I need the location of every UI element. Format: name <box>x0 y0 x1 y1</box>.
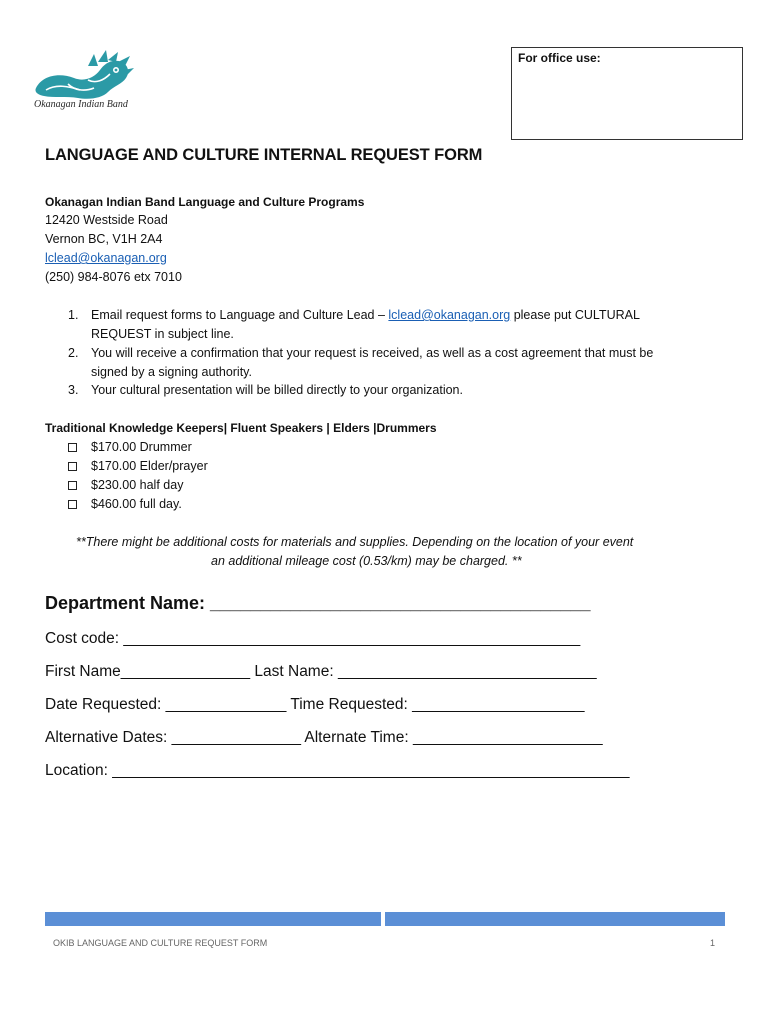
list-number: 3. <box>68 383 79 397</box>
logo-caption: Okanagan Indian Band <box>34 99 128 110</box>
list-number: 1. <box>68 308 79 322</box>
cost-code-field[interactable]: Cost code: _____________________________________________________ <box>45 630 581 647</box>
option-label: $460.00 full day. <box>91 497 182 511</box>
page-number: 1 <box>710 938 716 948</box>
option-label: $170.00 Drummer <box>91 440 192 454</box>
half-day-checkbox[interactable] <box>68 481 77 490</box>
office-use-label: For office use: <box>518 51 601 65</box>
address-street: 12420 Westside Road <box>45 213 168 227</box>
cost-note: an additional mileage cost (0.53/km) may be charged. ** <box>211 554 522 568</box>
knowledge-keepers-heading: Traditional Knowledge Keepers| Fluent Speakers | Elders |Drummers <box>45 421 437 435</box>
footer-bar <box>45 912 381 926</box>
contact-email-link[interactable]: lclead@okanagan.org <box>45 251 167 265</box>
footer-title: OKIB LANGUAGE AND CULTURE REQUEST FORM <box>53 938 268 948</box>
form-title: LANGUAGE AND CULTURE INTERNAL REQUEST FORM <box>45 146 483 164</box>
instruction-item <box>91 308 640 322</box>
instruction-email-link[interactable]: lclead@okanagan.org <box>388 308 511 322</box>
department-name-field[interactable]: Department Name: ______________________________________ <box>45 593 591 613</box>
org-name: Okanagan Indian Band Language and Culture Programs <box>45 195 365 209</box>
instruction-continuation: signed by a signing authority. <box>91 365 252 379</box>
alternate-date-time-fields[interactable]: Alternative Dates: _______________ Alternate Time: ______________________ <box>45 729 603 746</box>
location-field[interactable]: Location: ____________________________________________________________ <box>45 762 630 779</box>
list-number: 2. <box>68 346 79 360</box>
contact-phone: (250) 984-8076 etx 7010 <box>45 270 182 284</box>
footer-bar <box>385 912 725 926</box>
full-day-checkbox[interactable] <box>68 500 77 509</box>
instruction-text: Email request forms to Language and Culture Lead – <box>91 308 389 322</box>
option-label: $170.00 Elder/prayer <box>91 459 208 473</box>
instruction-text: please put CULTURAL <box>510 308 640 322</box>
elder-checkbox[interactable] <box>68 462 77 471</box>
date-time-fields[interactable]: Date Requested: ______________ Time Requested: ____________________ <box>45 696 585 713</box>
option-label: $230.00 half day <box>91 478 184 492</box>
instruction-continuation: REQUEST in subject line. <box>91 327 234 341</box>
drummer-checkbox[interactable] <box>68 443 77 452</box>
address-city: Vernon BC, V1H 2A4 <box>45 232 163 246</box>
instruction-item: You will receive a confirmation that your request is received, as well as a cost agreement that must be <box>91 346 654 360</box>
cost-note: **There might be additional costs for materials and supplies. Depending on the location of your event <box>76 535 634 549</box>
instruction-item: Your cultural presentation will be billed directly to your organization. <box>91 383 463 397</box>
name-fields[interactable]: First Name_______________ Last Name: ______________________________ <box>45 663 597 680</box>
